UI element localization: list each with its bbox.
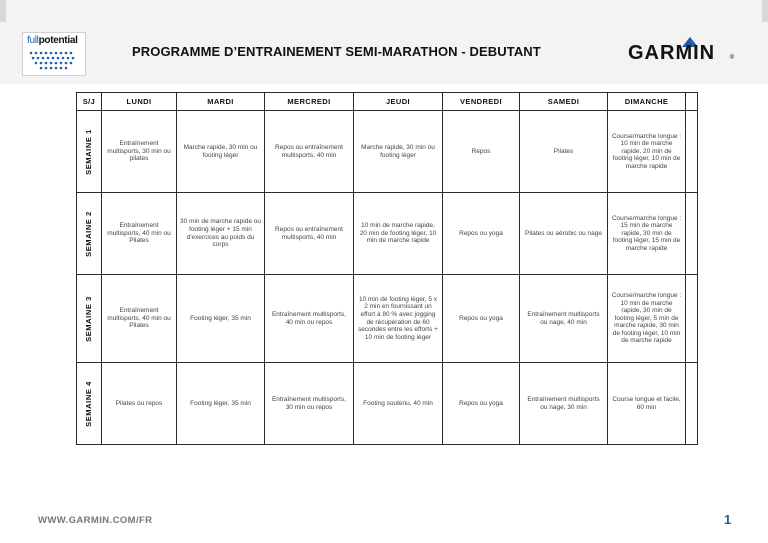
day-header-vendredi: VENDREDI <box>443 93 520 111</box>
table-cell: Entraînement multisports ou nage, 30 min <box>520 363 608 445</box>
week-row-2 <box>77 193 698 275</box>
table-cell: Entraînement multisports, 30 min ou repos <box>265 363 354 445</box>
week-label-cell <box>77 363 102 445</box>
day-header-dimanche: DIMANCHE <box>608 93 686 111</box>
day-header-samedi: SAMEDI <box>520 93 608 111</box>
table-cell: Repos ou yoga <box>443 193 520 275</box>
table-cell: Entraînement multisports, 40 min ou Pilates <box>102 193 177 275</box>
logo-text: fullpotential <box>27 35 78 46</box>
training-schedule-table <box>76 92 698 445</box>
week-label-cell <box>77 193 102 275</box>
table-cell: Entraînement multisports ou nage, 40 min <box>520 275 608 363</box>
table-cell: 10 min de footing léger, 5 x 2 min en fournissant un effort à 80 % avec jogging de récupération de 60 secondes entre les efforts + 10 min de footing léger <box>354 275 443 363</box>
table-cell: Course/marche longue : 10 min de marche rapide, 20 min de footing léger, 10 min de marche rapide <box>608 111 686 193</box>
table-cell: 10 min de marche rapide, 20 min de footing léger, 10 min de marche rapide <box>354 193 443 275</box>
table-cell: Repos ou yoga <box>443 363 520 445</box>
table-cell: Course longue et facile, 60 min <box>608 363 686 445</box>
table-cell: 30 min de marche rapide ou footing léger + 15 min d'exercices au poids du corps <box>177 193 265 275</box>
table-cell: Marche rapide, 30 min ou footing léger <box>177 111 265 193</box>
spare-cell <box>686 111 698 193</box>
logo-dots-icon <box>27 49 83 71</box>
week-label: SEMAINE 4 <box>84 380 94 427</box>
week-label: SEMAINE 3 <box>84 295 94 342</box>
table-cell: Footing soutenu, 40 min <box>354 363 443 445</box>
table-cell: Course/marche longue : 10 min de marche rapide, 30 min de footing léger, 5 min de marche rapide, 30 min de footing léger, 10 min de marche rapide <box>608 275 686 363</box>
table-cell: Course/marche longue : 15 min de marche rapide, 30 min de footing léger, 15 min de marche rapide <box>608 193 686 275</box>
week-row-1 <box>77 111 698 193</box>
footer-url-link[interactable]: WWW.GARMIN.COM/FR <box>38 515 153 526</box>
day-header-jeudi: JEUDI <box>354 93 443 111</box>
table-cell: Marche rapide, 30 min ou footing léger <box>354 111 443 193</box>
spare-cell <box>686 275 698 363</box>
table-cell: Entraînement multisports, 40 min ou Pilates <box>102 275 177 363</box>
day-header-lundi: LUNDI <box>102 93 177 111</box>
spare-cell <box>686 363 698 445</box>
day-header-mardi: MARDI <box>177 93 265 111</box>
table-cell: Repos <box>443 111 520 193</box>
corner-header: S/J <box>77 93 102 111</box>
garmin-logo <box>628 37 734 65</box>
table-cell: Repos ou entraînement multisports, 40 min <box>265 193 354 275</box>
table-cell: Footing léger, 35 min <box>177 275 265 363</box>
week-row-3 <box>77 275 698 363</box>
page-title: PROGRAMME D’ENTRAINEMENT SEMI-MARATHON - DEBUTANT <box>132 44 541 59</box>
week-row-4 <box>77 363 698 445</box>
corner-marker-left <box>0 0 6 22</box>
garmin-wordmark: GARMIN <box>628 42 716 64</box>
table-cell: Pilates ou aérobic ou nage <box>520 193 608 275</box>
corner-marker-right <box>762 0 768 22</box>
table-cell: Entraînement multisports, 40 min ou repos <box>265 275 354 363</box>
week-label-cell <box>77 111 102 193</box>
spare-cell <box>686 193 698 275</box>
table-cell: Pilates ou repos <box>102 363 177 445</box>
week-label: SEMAINE 2 <box>84 210 94 257</box>
registered-mark: ® <box>729 55 734 61</box>
table-cell: Repos ou yoga <box>443 275 520 363</box>
page-number: 1 <box>724 512 732 527</box>
fullpotential-logo <box>22 32 86 76</box>
week-label: SEMAINE 1 <box>84 128 94 175</box>
spare-column <box>686 93 698 111</box>
table-cell: Repos ou entraînement multisports, 40 min <box>265 111 354 193</box>
table-cell: Entraînement multisports, 30 min ou pilates <box>102 111 177 193</box>
table-header-row <box>77 93 698 111</box>
table-cell: Footing léger, 35 min <box>177 363 265 445</box>
table-cell: Pilates <box>520 111 608 193</box>
day-header-mercredi: MERCREDI <box>265 93 354 111</box>
week-label-cell <box>77 275 102 363</box>
